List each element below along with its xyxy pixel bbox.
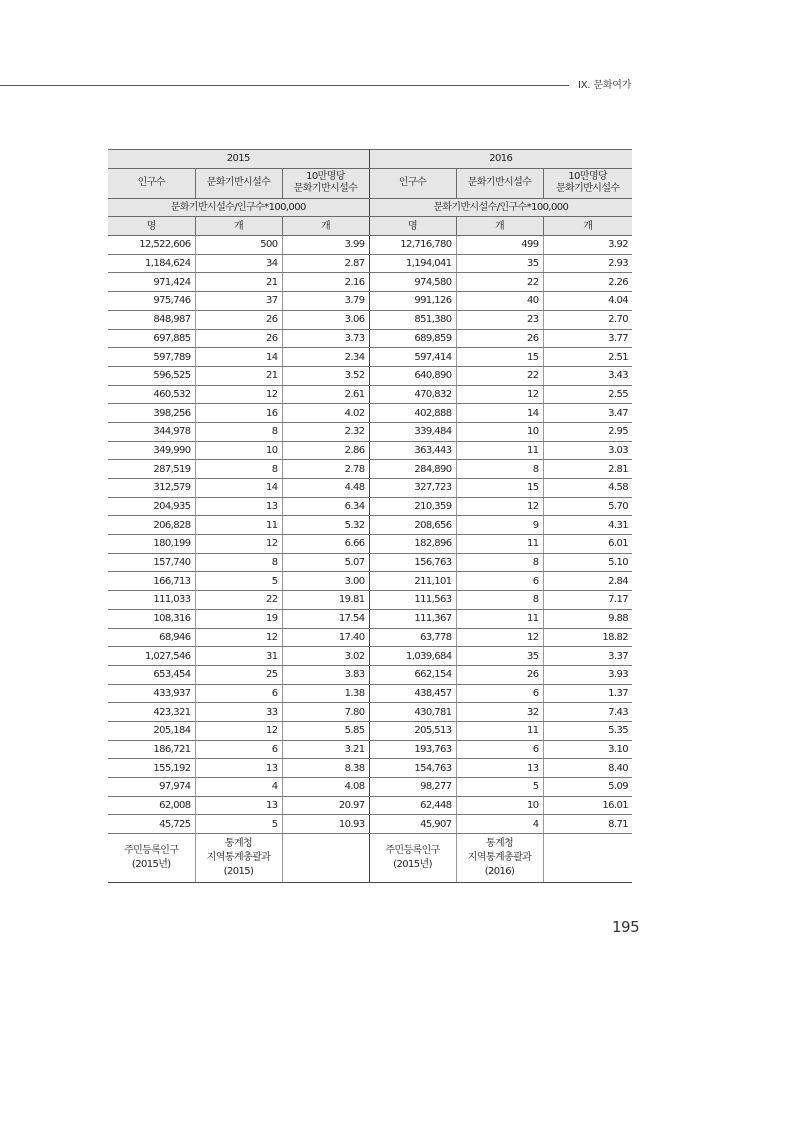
facilities-2016-cell: 9 bbox=[456, 516, 543, 535]
table-row bbox=[108, 591, 632, 610]
population-2016-cell: 991,126 bbox=[369, 292, 456, 311]
facilities-2015-cell: 31 bbox=[195, 647, 282, 666]
facilities-2016-cell: 10 bbox=[456, 422, 543, 441]
unit-count: 개 bbox=[195, 217, 282, 236]
per-100k-2015-cell: 3.02 bbox=[282, 647, 369, 666]
facilities-2016-cell: 40 bbox=[456, 292, 543, 311]
per-100k-2016-cell: 2.95 bbox=[543, 422, 632, 441]
population-2015-cell: 68,946 bbox=[108, 628, 195, 647]
facilities-2015-cell: 26 bbox=[195, 310, 282, 329]
unit-persons: 명 bbox=[108, 217, 195, 236]
per-100k-2016-cell: 3.37 bbox=[543, 647, 632, 666]
facilities-2015-cell: 37 bbox=[195, 292, 282, 311]
population-2016-cell: 284,890 bbox=[369, 460, 456, 479]
per-100k-2016-cell: 18.82 bbox=[543, 628, 632, 647]
population-2015-cell: 287,519 bbox=[108, 460, 195, 479]
facilities-2015-cell: 26 bbox=[195, 329, 282, 348]
per-100k-2015-cell: 10.93 bbox=[282, 815, 369, 834]
per-100k-2015-cell: 4.02 bbox=[282, 404, 369, 423]
population-2016-cell: 402,888 bbox=[369, 404, 456, 423]
facilities-2016-cell: 8 bbox=[456, 460, 543, 479]
facilities-2015-cell: 8 bbox=[195, 460, 282, 479]
per-100k-2015-cell: 1.38 bbox=[282, 684, 369, 703]
population-2015-cell: 596,525 bbox=[108, 366, 195, 385]
facilities-2016-cell: 11 bbox=[456, 609, 543, 628]
per-100k-2015-cell: 2.32 bbox=[282, 422, 369, 441]
table-row bbox=[108, 628, 632, 647]
table-row bbox=[108, 310, 632, 329]
table-row bbox=[108, 778, 632, 797]
population-2016-cell: 182,896 bbox=[369, 535, 456, 554]
per-100k-2016-cell: 2.81 bbox=[543, 460, 632, 479]
population-2016-cell: 662,154 bbox=[369, 665, 456, 684]
facilities-2015-cell: 14 bbox=[195, 479, 282, 498]
facilities-2016-cell: 15 bbox=[456, 348, 543, 367]
source-facilities-2016: 통계청 지역통계총괄과 (2016) bbox=[456, 834, 543, 883]
population-2016-cell: 1,194,041 bbox=[369, 254, 456, 273]
facilities-2015-cell: 25 bbox=[195, 665, 282, 684]
facilities-2016-cell: 11 bbox=[456, 721, 543, 740]
population-2015-cell: 460,532 bbox=[108, 385, 195, 404]
population-2016-cell: 1,039,684 bbox=[369, 647, 456, 666]
facilities-2016-cell: 35 bbox=[456, 647, 543, 666]
facilities-2015-cell: 21 bbox=[195, 366, 282, 385]
per-100k-2015-cell: 3.83 bbox=[282, 665, 369, 684]
facilities-2015-cell: 8 bbox=[195, 422, 282, 441]
source-facilities-2015: 통계청 지역통계총괄과 (2015) bbox=[195, 834, 282, 883]
section-label: IX. 문화여가 bbox=[578, 80, 632, 91]
table-row bbox=[108, 441, 632, 460]
population-2015-cell: 597,789 bbox=[108, 348, 195, 367]
population-2016-cell: 98,277 bbox=[369, 778, 456, 797]
population-2016-cell: 438,457 bbox=[369, 684, 456, 703]
per-100k-2015-cell: 3.21 bbox=[282, 740, 369, 759]
per-100k-2016-cell: 1.37 bbox=[543, 684, 632, 703]
population-2016-cell: 156,763 bbox=[369, 553, 456, 572]
population-2015-cell: 205,184 bbox=[108, 721, 195, 740]
column-header-per-100k: 10만명당 문화기반시설수 bbox=[282, 168, 369, 198]
table-row bbox=[108, 273, 632, 292]
table-row bbox=[108, 516, 632, 535]
facilities-2016-cell: 6 bbox=[456, 684, 543, 703]
facilities-2016-cell: 8 bbox=[456, 591, 543, 610]
facilities-2015-cell: 13 bbox=[195, 759, 282, 778]
population-2016-cell: 154,763 bbox=[369, 759, 456, 778]
table-row bbox=[108, 721, 632, 740]
per-100k-2015-cell: 7.80 bbox=[282, 703, 369, 722]
population-2015-cell: 697,885 bbox=[108, 329, 195, 348]
per-100k-2015-cell: 2.87 bbox=[282, 254, 369, 273]
population-2016-cell: 111,367 bbox=[369, 609, 456, 628]
column-header-facilities: 문화기반시설수 bbox=[195, 168, 282, 198]
per-100k-2016-cell: 2.51 bbox=[543, 348, 632, 367]
population-2015-cell: 157,740 bbox=[108, 553, 195, 572]
per-100k-2015-cell: 4.08 bbox=[282, 778, 369, 797]
per-100k-2015-cell: 19.81 bbox=[282, 591, 369, 610]
column-header-facilities: 문화기반시설수 bbox=[456, 168, 543, 198]
population-2016-cell: 63,778 bbox=[369, 628, 456, 647]
per-100k-2016-cell: 3.43 bbox=[543, 366, 632, 385]
facilities-2016-cell: 35 bbox=[456, 254, 543, 273]
per-100k-2016-cell: 4.58 bbox=[543, 479, 632, 498]
facilities-2015-cell: 6 bbox=[195, 740, 282, 759]
population-2015-cell: 433,937 bbox=[108, 684, 195, 703]
population-2016-cell: 363,443 bbox=[369, 441, 456, 460]
facilities-2016-cell: 12 bbox=[456, 385, 543, 404]
per-100k-2016-cell: 8.40 bbox=[543, 759, 632, 778]
facilities-2015-cell: 33 bbox=[195, 703, 282, 722]
per-100k-2016-cell: 16.01 bbox=[543, 796, 632, 815]
per-100k-2015-cell: 3.79 bbox=[282, 292, 369, 311]
per-100k-2016-cell: 3.92 bbox=[543, 236, 632, 255]
table-row bbox=[108, 385, 632, 404]
per-100k-2015-cell: 3.00 bbox=[282, 572, 369, 591]
per-100k-2016-cell: 2.93 bbox=[543, 254, 632, 273]
facilities-2016-cell: 499 bbox=[456, 236, 543, 255]
facilities-2015-cell: 14 bbox=[195, 348, 282, 367]
population-2016-cell: 470,832 bbox=[369, 385, 456, 404]
facilities-2015-cell: 12 bbox=[195, 385, 282, 404]
per-100k-2016-cell: 2.55 bbox=[543, 385, 632, 404]
per-100k-2016-cell: 3.93 bbox=[543, 665, 632, 684]
facilities-2016-cell: 12 bbox=[456, 497, 543, 516]
population-2015-cell: 423,321 bbox=[108, 703, 195, 722]
population-2015-cell: 206,828 bbox=[108, 516, 195, 535]
table-row bbox=[108, 815, 632, 834]
table-row bbox=[108, 703, 632, 722]
per-100k-2015-cell: 2.61 bbox=[282, 385, 369, 404]
formula-row: 문화기반시설수/인구수*100,000 bbox=[108, 198, 369, 217]
population-2015-cell: 62,008 bbox=[108, 796, 195, 815]
unit-count: 개 bbox=[543, 217, 632, 236]
per-100k-2016-cell: 5.70 bbox=[543, 497, 632, 516]
per-100k-2015-cell: 4.48 bbox=[282, 479, 369, 498]
population-2015-cell: 111,033 bbox=[108, 591, 195, 610]
table-row bbox=[108, 422, 632, 441]
per-100k-2016-cell: 7.43 bbox=[543, 703, 632, 722]
population-2015-cell: 653,454 bbox=[108, 665, 195, 684]
population-2015-cell: 186,721 bbox=[108, 740, 195, 759]
population-2015-cell: 975,746 bbox=[108, 292, 195, 311]
population-2016-cell: 851,380 bbox=[369, 310, 456, 329]
year-header-2015: 2015 bbox=[108, 150, 369, 169]
table-row bbox=[108, 348, 632, 367]
table-row bbox=[108, 236, 632, 255]
facilities-2016-cell: 23 bbox=[456, 310, 543, 329]
facilities-2016-cell: 14 bbox=[456, 404, 543, 423]
year-header-2016: 2016 bbox=[369, 150, 632, 169]
facilities-2016-cell: 22 bbox=[456, 366, 543, 385]
per-100k-2016-cell: 3.10 bbox=[543, 740, 632, 759]
column-header-per-100k: 10만명당 문화기반시설수 bbox=[543, 168, 632, 198]
population-2016-cell: 597,414 bbox=[369, 348, 456, 367]
population-2015-cell: 97,974 bbox=[108, 778, 195, 797]
facilities-2016-cell: 13 bbox=[456, 759, 543, 778]
per-100k-2016-cell: 5.35 bbox=[543, 721, 632, 740]
per-100k-2016-cell: 3.47 bbox=[543, 404, 632, 423]
table-row bbox=[108, 497, 632, 516]
table-row bbox=[108, 684, 632, 703]
per-100k-2016-cell: 2.26 bbox=[543, 273, 632, 292]
facilities-2015-cell: 12 bbox=[195, 721, 282, 740]
population-2016-cell: 210,359 bbox=[369, 497, 456, 516]
source-population-2016: 주민등록인구 (2015년) bbox=[369, 834, 456, 883]
population-2016-cell: 689,859 bbox=[369, 329, 456, 348]
population-2015-cell: 166,713 bbox=[108, 572, 195, 591]
population-2015-cell: 180,199 bbox=[108, 535, 195, 554]
population-2015-cell: 12,522,606 bbox=[108, 236, 195, 255]
per-100k-2015-cell: 2.78 bbox=[282, 460, 369, 479]
population-2016-cell: 205,513 bbox=[369, 721, 456, 740]
source-blank-2015 bbox=[282, 834, 369, 883]
per-100k-2016-cell: 2.84 bbox=[543, 572, 632, 591]
table-row bbox=[108, 366, 632, 385]
per-100k-2015-cell: 3.99 bbox=[282, 236, 369, 255]
per-100k-2016-cell: 3.77 bbox=[543, 329, 632, 348]
population-2015-cell: 344,978 bbox=[108, 422, 195, 441]
facilities-2016-cell: 10 bbox=[456, 796, 543, 815]
facilities-2015-cell: 5 bbox=[195, 572, 282, 591]
table-row bbox=[108, 665, 632, 684]
column-header-population: 인구수 bbox=[369, 168, 456, 198]
per-100k-2015-cell: 5.85 bbox=[282, 721, 369, 740]
culture-facilities-table bbox=[108, 149, 632, 883]
per-100k-2015-cell: 3.06 bbox=[282, 310, 369, 329]
table-row bbox=[108, 479, 632, 498]
facilities-2015-cell: 13 bbox=[195, 796, 282, 815]
facilities-2015-cell: 22 bbox=[195, 591, 282, 610]
facilities-2015-cell: 4 bbox=[195, 778, 282, 797]
facilities-2016-cell: 4 bbox=[456, 815, 543, 834]
source-row bbox=[108, 834, 632, 883]
facilities-2016-cell: 11 bbox=[456, 535, 543, 554]
facilities-2015-cell: 19 bbox=[195, 609, 282, 628]
table-row bbox=[108, 647, 632, 666]
population-2016-cell: 211,101 bbox=[369, 572, 456, 591]
unit-persons: 명 bbox=[369, 217, 456, 236]
per-100k-2015-cell: 5.32 bbox=[282, 516, 369, 535]
table-row bbox=[108, 796, 632, 815]
per-100k-2015-cell: 6.66 bbox=[282, 535, 369, 554]
source-population-2015: 주민등록인구 (2015년) bbox=[108, 834, 195, 883]
facilities-2015-cell: 12 bbox=[195, 628, 282, 647]
header-rule bbox=[0, 85, 569, 86]
facilities-2015-cell: 5 bbox=[195, 815, 282, 834]
table-row bbox=[108, 609, 632, 628]
unit-count: 개 bbox=[282, 217, 369, 236]
population-2015-cell: 45,725 bbox=[108, 815, 195, 834]
per-100k-2015-cell: 20.97 bbox=[282, 796, 369, 815]
table-body bbox=[108, 236, 632, 834]
facilities-2016-cell: 12 bbox=[456, 628, 543, 647]
per-100k-2016-cell: 4.31 bbox=[543, 516, 632, 535]
population-2015-cell: 204,935 bbox=[108, 497, 195, 516]
facilities-2015-cell: 500 bbox=[195, 236, 282, 255]
table-row bbox=[108, 329, 632, 348]
population-2016-cell: 111,563 bbox=[369, 591, 456, 610]
per-100k-2016-cell: 3.03 bbox=[543, 441, 632, 460]
per-100k-2016-cell: 9.88 bbox=[543, 609, 632, 628]
per-100k-2015-cell: 6.34 bbox=[282, 497, 369, 516]
per-100k-2015-cell: 2.86 bbox=[282, 441, 369, 460]
per-100k-2015-cell: 17.40 bbox=[282, 628, 369, 647]
facilities-2016-cell: 15 bbox=[456, 479, 543, 498]
facilities-2015-cell: 6 bbox=[195, 684, 282, 703]
population-2015-cell: 349,990 bbox=[108, 441, 195, 460]
population-2016-cell: 327,723 bbox=[369, 479, 456, 498]
facilities-2015-cell: 10 bbox=[195, 441, 282, 460]
population-2016-cell: 430,781 bbox=[369, 703, 456, 722]
population-2016-cell: 12,716,780 bbox=[369, 236, 456, 255]
table-row bbox=[108, 292, 632, 311]
source-blank-2016 bbox=[543, 834, 632, 883]
population-2015-cell: 848,987 bbox=[108, 310, 195, 329]
table-row bbox=[108, 404, 632, 423]
population-2016-cell: 62,448 bbox=[369, 796, 456, 815]
table-row bbox=[108, 254, 632, 273]
table-row bbox=[108, 460, 632, 479]
facilities-2016-cell: 11 bbox=[456, 441, 543, 460]
per-100k-2016-cell: 5.09 bbox=[543, 778, 632, 797]
population-2016-cell: 45,907 bbox=[369, 815, 456, 834]
population-2015-cell: 108,316 bbox=[108, 609, 195, 628]
facilities-2016-cell: 8 bbox=[456, 553, 543, 572]
facilities-2016-cell: 22 bbox=[456, 273, 543, 292]
facilities-2015-cell: 21 bbox=[195, 273, 282, 292]
population-2016-cell: 974,580 bbox=[369, 273, 456, 292]
population-2015-cell: 398,256 bbox=[108, 404, 195, 423]
per-100k-2015-cell: 5.07 bbox=[282, 553, 369, 572]
table-row bbox=[108, 572, 632, 591]
facilities-2015-cell: 12 bbox=[195, 535, 282, 554]
per-100k-2016-cell: 7.17 bbox=[543, 591, 632, 610]
column-header-population: 인구수 bbox=[108, 168, 195, 198]
population-2015-cell: 1,027,546 bbox=[108, 647, 195, 666]
facilities-2015-cell: 34 bbox=[195, 254, 282, 273]
population-2016-cell: 339,484 bbox=[369, 422, 456, 441]
per-100k-2015-cell: 8.38 bbox=[282, 759, 369, 778]
population-2016-cell: 208,656 bbox=[369, 516, 456, 535]
formula-row: 문화기반시설수/인구수*100,000 bbox=[369, 198, 632, 217]
table-row bbox=[108, 759, 632, 778]
per-100k-2016-cell: 2.70 bbox=[543, 310, 632, 329]
facilities-2016-cell: 26 bbox=[456, 329, 543, 348]
per-100k-2016-cell: 5.10 bbox=[543, 553, 632, 572]
population-2015-cell: 1,184,624 bbox=[108, 254, 195, 273]
facilities-2016-cell: 6 bbox=[456, 572, 543, 591]
population-2015-cell: 312,579 bbox=[108, 479, 195, 498]
facilities-2016-cell: 6 bbox=[456, 740, 543, 759]
facilities-2016-cell: 32 bbox=[456, 703, 543, 722]
per-100k-2016-cell: 6.01 bbox=[543, 535, 632, 554]
facilities-2015-cell: 8 bbox=[195, 553, 282, 572]
per-100k-2015-cell: 2.34 bbox=[282, 348, 369, 367]
unit-count: 개 bbox=[456, 217, 543, 236]
population-2015-cell: 155,192 bbox=[108, 759, 195, 778]
table-row bbox=[108, 553, 632, 572]
per-100k-2015-cell: 3.52 bbox=[282, 366, 369, 385]
facilities-2015-cell: 13 bbox=[195, 497, 282, 516]
per-100k-2016-cell: 8.71 bbox=[543, 815, 632, 834]
facilities-2015-cell: 16 bbox=[195, 404, 282, 423]
population-2016-cell: 193,763 bbox=[369, 740, 456, 759]
per-100k-2015-cell: 3.73 bbox=[282, 329, 369, 348]
population-2016-cell: 640,890 bbox=[369, 366, 456, 385]
population-2015-cell: 971,424 bbox=[108, 273, 195, 292]
per-100k-2015-cell: 17.54 bbox=[282, 609, 369, 628]
table-row bbox=[108, 740, 632, 759]
facilities-2015-cell: 11 bbox=[195, 516, 282, 535]
per-100k-2016-cell: 4.04 bbox=[543, 292, 632, 311]
table-row bbox=[108, 535, 632, 554]
facilities-2016-cell: 26 bbox=[456, 665, 543, 684]
page-number: 195 bbox=[612, 918, 640, 936]
facilities-2016-cell: 5 bbox=[456, 778, 543, 797]
per-100k-2015-cell: 2.16 bbox=[282, 273, 369, 292]
